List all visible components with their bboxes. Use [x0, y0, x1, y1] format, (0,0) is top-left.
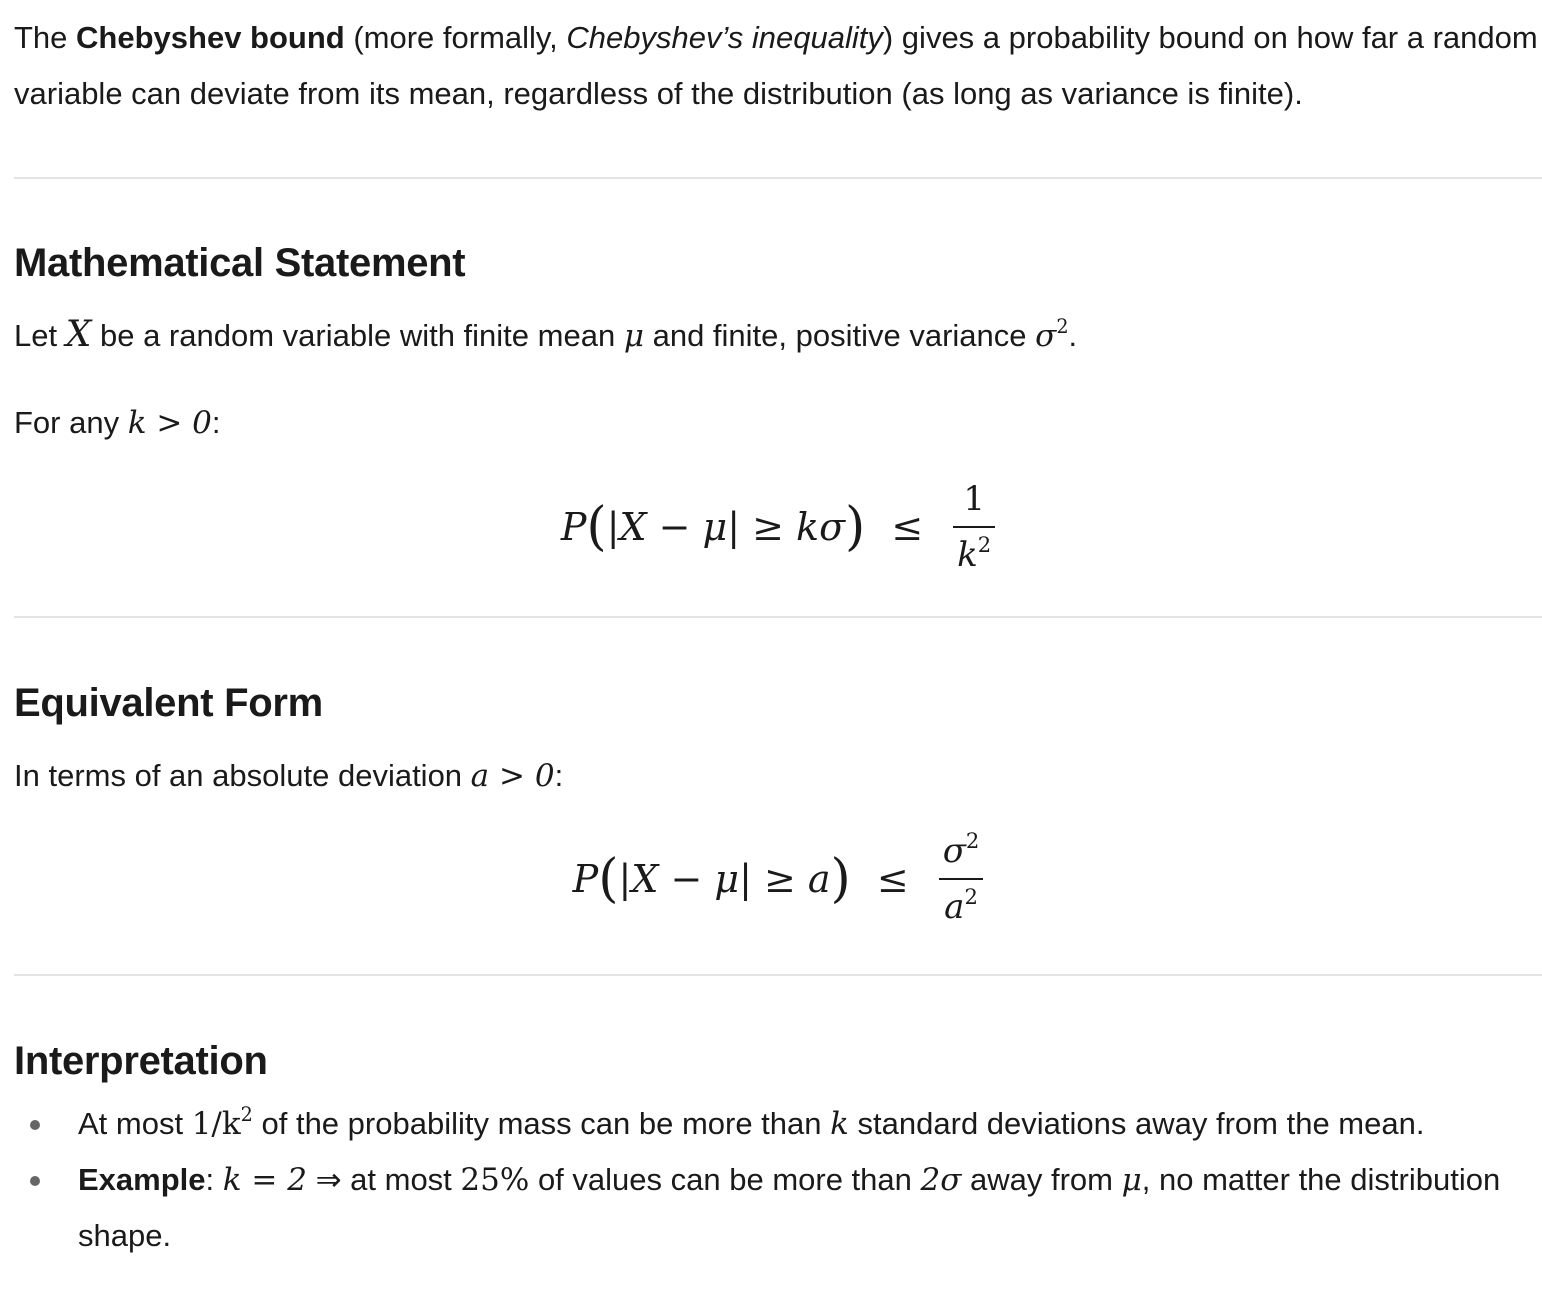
- example-label: Example: [78, 1162, 206, 1197]
- text: For any: [14, 405, 128, 440]
- divider: [14, 616, 1542, 618]
- math-mu: μ: [623, 318, 644, 354]
- equivalent-equation: [14, 827, 1542, 928]
- text: :: [205, 1162, 223, 1197]
- eq-paren-open: (: [598, 849, 619, 909]
- statement-paragraph: [14, 307, 1077, 364]
- math-k-eq-2: k = 2: [222, 1162, 307, 1198]
- eq-den-sup: 2: [977, 531, 992, 557]
- eq-den-base: a: [944, 887, 965, 927]
- text: In terms of an absolute deviation: [14, 758, 471, 793]
- text: and finite, positive variance: [643, 318, 1036, 353]
- text: standard deviations away from the mean.: [848, 1106, 1425, 1141]
- divider: [14, 177, 1542, 179]
- eq-inner: |X − μ| ≥ kσ: [606, 505, 846, 549]
- intro-bold-term: Chebyshev bound: [76, 20, 345, 55]
- math-sigma: σ: [1035, 318, 1057, 354]
- math-k-gt-0: k > 0: [127, 405, 212, 441]
- eq-inner: |X − μ| ≥ a: [618, 857, 831, 901]
- eq-p: P: [572, 857, 599, 901]
- eq-num-base: σ: [942, 831, 966, 871]
- eq-leq: ≤: [891, 505, 924, 549]
- eq-numerator: [939, 827, 984, 872]
- text: , no matter the distribution shape.: [78, 1162, 1501, 1253]
- heading-interpretation: Interpretation: [14, 1039, 268, 1083]
- math-a-gt-0: a > 0: [470, 758, 555, 794]
- eq-den-sup: 2: [964, 883, 978, 909]
- text: :: [554, 758, 564, 793]
- bullet-icon: [30, 1120, 40, 1130]
- list-item: [14, 1152, 1542, 1264]
- eq-fraction: [939, 827, 984, 928]
- eq-fraction: [953, 478, 995, 576]
- text: of the probability mass can be more than: [252, 1106, 831, 1141]
- math-x: X: [65, 314, 92, 355]
- text: :: [211, 405, 221, 440]
- text: of values can be more than: [529, 1162, 921, 1197]
- eq-denominator: [953, 531, 995, 576]
- eq-den-base: k: [957, 535, 978, 575]
- intro-text: (more formally,: [344, 20, 567, 55]
- math-one-over-k: 1/k: [191, 1106, 241, 1142]
- intro-text: ) gives a probability bound on how far a random variable can deviate from its mean, regardless of the distribution (as long as variance is finite).: [14, 20, 1538, 111]
- eq-num-sup: 2: [965, 827, 980, 853]
- intro-text: The: [14, 20, 77, 55]
- text: be a random variable with finite mean: [91, 318, 624, 353]
- eq-numerator: 1: [963, 479, 985, 519]
- math-two-sigma: 2σ: [920, 1162, 962, 1198]
- heading-statement: Mathematical Statement: [14, 241, 466, 285]
- implies-arrow: ⇒: [306, 1162, 351, 1197]
- equivalent-paragraph: [14, 748, 563, 804]
- heading-equivalent: Equivalent Form: [14, 681, 323, 725]
- intro-italic-term: Chebyshev’s inequality: [566, 20, 883, 55]
- eq-leq: ≤: [876, 857, 909, 901]
- text: away from: [961, 1162, 1122, 1197]
- eq-p: P: [560, 505, 587, 549]
- eq-paren-close: ): [830, 849, 851, 909]
- divider: [14, 974, 1542, 976]
- fraction-bar: [939, 878, 984, 880]
- text: At most: [78, 1106, 192, 1141]
- eq-paren-open: (: [586, 497, 607, 557]
- list-item: [14, 1096, 1542, 1152]
- text: .: [1068, 318, 1078, 353]
- chebyshev-equation: [14, 478, 1542, 576]
- math-percent: 25%: [460, 1162, 530, 1198]
- eq-denominator: [940, 883, 982, 928]
- text: Let: [14, 318, 66, 353]
- bullet-icon: [30, 1176, 40, 1186]
- math-k: k: [830, 1106, 849, 1142]
- math-sup: 2: [240, 1102, 253, 1126]
- fraction-bar: [953, 526, 995, 528]
- math-mu: μ: [1121, 1162, 1142, 1198]
- intro-paragraph: [14, 10, 1542, 122]
- text: at most: [350, 1162, 461, 1197]
- eq-paren-close: ): [845, 497, 866, 557]
- interpretation-list: [14, 1096, 1542, 1264]
- for-any-paragraph: [14, 395, 221, 451]
- math-sup: 2: [1056, 314, 1069, 338]
